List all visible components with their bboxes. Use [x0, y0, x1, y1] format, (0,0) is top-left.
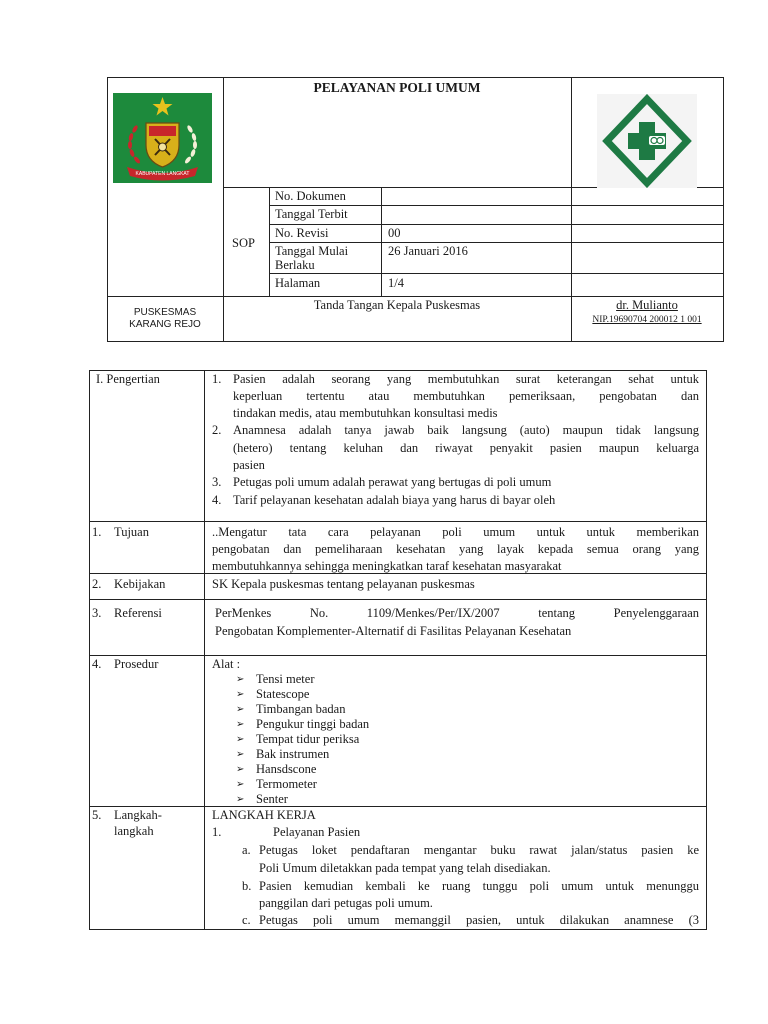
- alat-item: Tensi meter: [256, 672, 315, 686]
- langkah-c-line1: Petugas poli umum memanggil pasien, untuk dilakukan anamnese (3: [259, 913, 699, 927]
- tujuan-line2: pengobatan dan pemeliharaan kesehatan yang layak kepada semua orang yang: [212, 542, 699, 556]
- langkah-a-line1: Petugas loket pendaftaran mengantar buku rawat jalan/status pasien ke: [259, 843, 699, 857]
- arrow-bullet-icon: ➢: [236, 764, 245, 775]
- referensi-line2: Pengobatan Komplementer-Alternatif di Fasilitas Pelayanan Kesehatan: [215, 624, 572, 638]
- pengertian-num-1: 1.: [212, 372, 222, 386]
- no-revisi-value: 00: [388, 226, 401, 240]
- langkah-num: 5.: [92, 808, 102, 822]
- kabupaten-langkat-logo: [113, 93, 212, 183]
- tanggal-mulai-value: 26 Januari 2016: [388, 244, 468, 258]
- alat-item: Hansdscone: [256, 762, 317, 776]
- arrow-bullet-icon: ➢: [236, 689, 245, 700]
- doctor-nip: NIP.19690704 200012 1 001: [592, 315, 702, 325]
- pengertian-num-2: 2.: [212, 423, 222, 437]
- doctor-name: dr. Mulianto: [616, 298, 678, 312]
- tanggal-terbit-label: Tanggal Terbit: [275, 207, 348, 221]
- arrow-bullet-icon: ➢: [236, 779, 245, 790]
- tujuan-num: 1.: [92, 525, 102, 539]
- referensi-label: Referensi: [114, 606, 162, 620]
- pengertian-1-line2: keperluan tertentu atau membutuhkan pemeriksaan, pengobatan dan: [233, 389, 699, 403]
- arrow-bullet-icon: ➢: [236, 734, 245, 745]
- pengertian-num-4: 4.: [212, 493, 222, 507]
- halaman-value: 1/4: [388, 276, 404, 290]
- langkah-label-line2: langkah: [114, 824, 154, 838]
- arrow-bullet-icon: ➢: [236, 794, 245, 805]
- alat-item: Timbangan badan: [256, 702, 346, 716]
- alat-item: Senter: [256, 792, 288, 806]
- pengertian-2-line3: pasien: [233, 458, 265, 472]
- arrow-bullet-icon: ➢: [236, 704, 245, 715]
- tujuan-line3: membutuhkannya sehingga meningkatkan taraf kesehatan masyarakat: [212, 559, 562, 573]
- document-title: PELAYANAN POLI UMUM: [313, 80, 481, 95]
- pengertian-1-line1: Pasien adalah seorang yang membutuhkan surat keterangan sehat untuk: [233, 372, 699, 386]
- logo-ribbon-text: KABUPATEN LANGKAT: [135, 171, 190, 177]
- tanggal-mulai-label: Tanggal Mulai: [275, 244, 349, 258]
- langkah-a-line2: Poli Umum diletakkan pada tempat yang telah disediakan.: [259, 861, 551, 875]
- langkah-letter-a: a.: [242, 843, 251, 857]
- puskesmas-logo: [597, 94, 697, 188]
- langkah-letter-c: c.: [242, 913, 251, 927]
- arrow-bullet-icon: ➢: [236, 749, 245, 760]
- pengertian-label: I. Pengertian: [96, 372, 160, 386]
- langkah-b-line2: panggilan dari petugas poli umum.: [259, 896, 433, 910]
- sop-label: SOP: [232, 236, 255, 250]
- pengertian-4-line1: Tarif pelayanan kesehatan adalah biaya yang harus di bayar oleh: [233, 493, 556, 507]
- kebijakan-num: 2.: [92, 577, 102, 591]
- no-dokumen-label: No. Dokumen: [275, 189, 346, 203]
- alat-label: Alat :: [212, 657, 241, 671]
- alat-item: Statescope: [256, 687, 310, 701]
- pengertian-2-line2: (hetero) tentang keluhan dan riwayat penyakit pasien maupun keluarga: [233, 441, 699, 455]
- kebijakan-label: Kebijakan: [114, 577, 166, 591]
- alat-item: Termometer: [256, 777, 317, 791]
- pengertian-2-line1: Anamnesa adalah tanya jawab baik langsung (auto) maupun tidak langsung: [233, 423, 699, 437]
- langkah-kerja-heading: LANGKAH KERJA: [212, 808, 316, 822]
- langkah-sub-num: 1.: [212, 825, 222, 839]
- puskesmas-name-line1: PUSKESMAS: [133, 307, 197, 318]
- referensi-num: 3.: [92, 606, 102, 620]
- berlaku-label: Berlaku: [275, 258, 315, 272]
- alat-item: Bak instrumen: [256, 747, 330, 761]
- kebijakan-text: SK Kepala puskesmas tentang pelayanan puskesmas: [212, 577, 475, 591]
- langkah-b-line1: Pasien kemudian kembali ke ruang tunggu poli umum untuk menunggu: [259, 879, 699, 893]
- no-revisi-label: No. Revisi: [275, 226, 329, 240]
- pengertian-1-line3: tindakan medis, atau membutuhkan konsultasi medis: [233, 406, 498, 420]
- arrow-bullet-icon: ➢: [236, 719, 245, 730]
- pengertian-3-line1: Petugas poli umum adalah perawat yang bertugas di poli umum: [233, 475, 552, 489]
- signature-label: Tanda Tangan Kepala Puskesmas: [313, 298, 481, 312]
- langkah-label-line1: Langkah-: [114, 808, 162, 822]
- langkah-sub-title: Pelayanan Pasien: [273, 825, 361, 839]
- langkah-letter-b: b.: [242, 879, 252, 893]
- referensi-line1: PerMenkes No. 1109/Menkes/Per/IX/2007 tentang Penyelenggaraan: [215, 606, 699, 620]
- puskesmas-name-line2: KARANG REJO: [129, 319, 201, 330]
- halaman-label: Halaman: [275, 276, 321, 290]
- tujuan-label: Tujuan: [114, 525, 149, 539]
- prosedur-label: Prosedur: [114, 657, 159, 671]
- tujuan-line1: ..Mengatur tata cara pelayanan poli umum untuk untuk memberikan: [212, 525, 699, 539]
- pengertian-num-3: 3.: [212, 475, 222, 489]
- prosedur-num: 4.: [92, 657, 102, 671]
- alat-item: Tempat tidur periksa: [256, 732, 360, 746]
- arrow-bullet-icon: ➢: [236, 674, 245, 685]
- alat-item: Pengukur tinggi badan: [256, 717, 370, 731]
